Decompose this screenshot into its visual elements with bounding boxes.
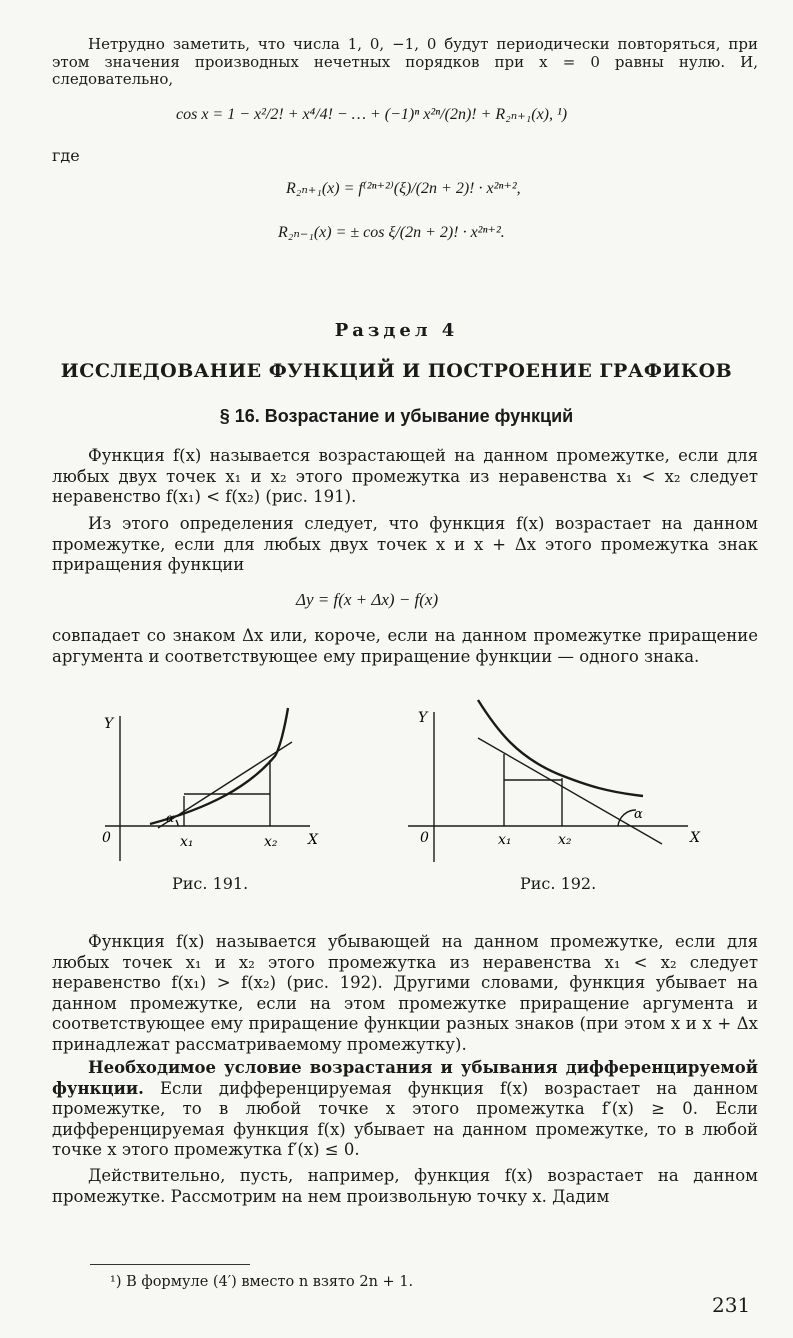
fig192-origin-label: 0 xyxy=(420,830,429,846)
fig191-x1-label: x₁ xyxy=(180,834,194,850)
indeed-paragraph: Действительно, пусть, например, функция f(x) возрастает на данном промежутке. Рассмотрим на нем произвольную точку x. Дадим xyxy=(52,1166,758,1206)
paragraph-title: § 16. Возрастание и убывание функций xyxy=(219,406,574,426)
remainder-formula-1: R₂ₙ₊₁(x) = f⁽²ⁿ⁺²⁾(ξ)/(2n + 2)! · x²ⁿ⁺², xyxy=(286,180,521,197)
page-number: 231 xyxy=(712,1293,751,1317)
decreasing-definition: Функция f(x) называется убывающей на данном промежутке, если для любых точек x₁ и x₂ этого промежутка из неравенства x₁ < x₂ следует неравенство f(x₁) > f(x₂) (рис. 192). Другими словами, функция убывает на данном промежутке, если на этом промежутке приращение аргумента и соответствующее ему приращение функции разных знаков (при этом x и x + Δx принадлежат рассматриваемому промежутку). xyxy=(52,932,758,1054)
footnote-rule xyxy=(90,1264,250,1265)
cos-series-formula: cos x = 1 − x²/2! + x⁴/4! − … + (−1)ⁿ x²ⁿ/(2n)! + R₂ₙ₊₁(x), ¹) xyxy=(176,106,568,123)
fig192-angle-label: α xyxy=(634,807,643,822)
fig191-x2-label: x₂ xyxy=(264,834,278,850)
fig192-x-label: X xyxy=(690,830,700,846)
section-title: ИССЛЕДОВАНИЕ ФУНКЦИЙ И ПОСТРОЕНИЕ ГРАФИКОВ xyxy=(60,360,733,382)
intro-paragraph: Нетрудно заметить, что числа 1, 0, −1, 0 будут периодически повторяться, при этом значения производных нечетных порядков при x = 0 равны нулю. И, следовательно, xyxy=(52,35,758,88)
fig191-caption: Рис. 191. xyxy=(172,874,249,893)
where-label: где xyxy=(52,146,80,165)
fig191-curve xyxy=(150,708,288,824)
remainder-formula-2: R₂ₙ₋₁(x) = ± cos ξ/(2n + 2)! · x²ⁿ⁺². xyxy=(278,224,505,241)
increment-paragraph: Из этого определения следует, что функция f(x) возрастает на данном промежутке, если для любых двух точек x и x + Δx этого промежутка знак приращения функции xyxy=(52,514,758,574)
fig192-y-label: Y xyxy=(418,710,428,726)
fig191-angle-label: α xyxy=(166,811,175,825)
fig191-x-label: X xyxy=(308,832,318,848)
increasing-definition: Функция f(x) называется возрастающей на данном промежутке, если для любых двух точек x₁ и x₂ этого промежутка из неравенства x₁ < x₂ следует неравенство f(x₁) < f(x₂) (рис. 191). xyxy=(52,446,758,506)
fig191-origin-label: 0 xyxy=(102,830,111,846)
section-number: Раздел 4 xyxy=(334,320,459,341)
fig192-caption: Рис. 192. xyxy=(520,874,597,893)
fig191-y-label: Y xyxy=(104,716,114,732)
sign-paragraph: совпадает со знаком Δx или, короче, если на данном промежутке приращение аргумента и соответствующее ему приращение функции — одного знака. xyxy=(52,626,758,666)
fig191-angle-arc xyxy=(176,820,178,826)
figure-192 xyxy=(408,692,708,866)
necessary-condition-text: Если дифференцируемая функция f(x) возрастает на данном промежутке, то в любой точке x этого промежутка f′(x) ≥ 0. Если дифференцируемая функция f(x) убывает на данном промежутке, то в любой точке x этого промежутка f′(x) ≤ 0. xyxy=(52,1078,758,1159)
figure-191 xyxy=(80,696,330,866)
delta-y-formula: Δy = f(x + Δx) − f(x) xyxy=(296,590,439,609)
necessary-condition xyxy=(52,1058,758,1161)
fig192-x1-label: x₁ xyxy=(498,832,512,848)
fig192-x2-label: x₂ xyxy=(558,832,572,848)
fig192-curve xyxy=(478,700,643,796)
fig191-secant xyxy=(158,742,292,828)
fig192-secant xyxy=(478,738,662,844)
necessary-condition-title: Необходимое условие возрастания и убывания дифференцируемой функции. xyxy=(52,1058,758,1098)
footnote: ¹) В формуле (4′) вместо n взято 2n + 1. xyxy=(110,1274,414,1290)
